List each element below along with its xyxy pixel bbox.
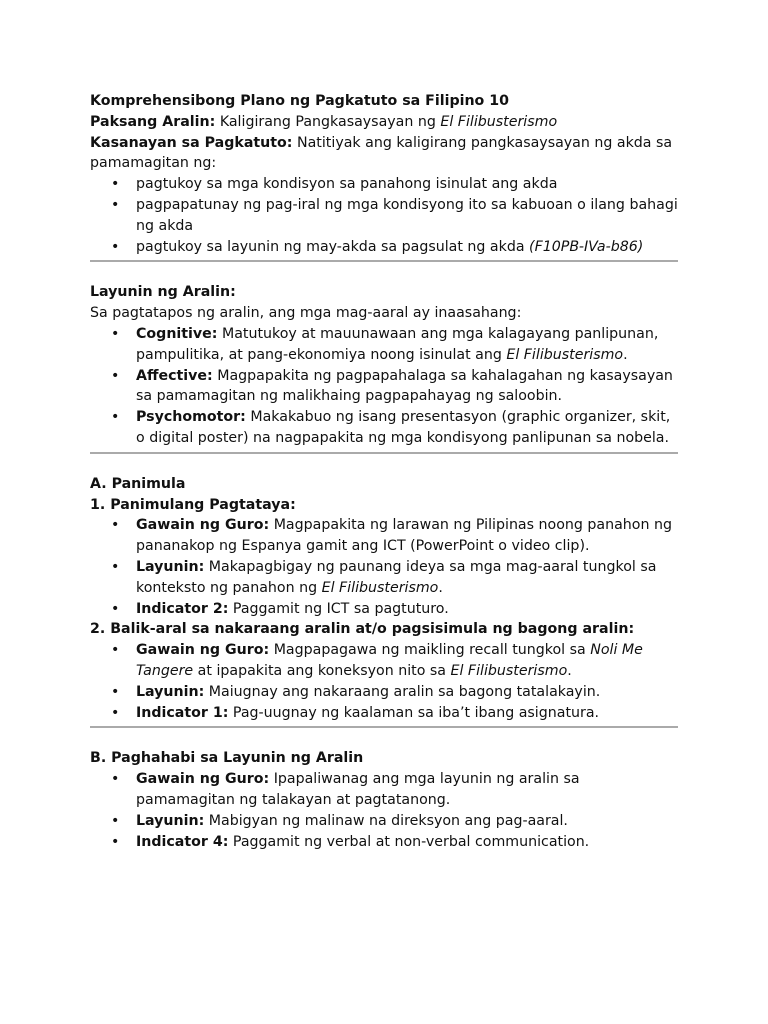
section-divider	[90, 260, 678, 262]
list-item-affective: • Affective: Magpapakita ng pagpapahalaga sa kahalagahan ng kasaysayan sa pamamagitan ng malikhaing pagpapahayag ng saloobin.	[136, 366, 678, 408]
panimula-sub2-list	[90, 640, 678, 723]
list-item: • Indicator 2: Paggamit ng ICT sa pagtuturo.	[136, 599, 678, 620]
list-item: • pagtukoy sa layunin ng may-akda sa pagsulat ng akda (F10PB-IVa-b86)	[136, 237, 678, 258]
layunin-heading: Layunin ng Aralin:	[90, 284, 236, 301]
layunin-intro: Sa pagtatapos ng aralin, ang mga mag-aaral ay inaasahang:	[90, 305, 522, 322]
lesson-plan-document	[90, 91, 678, 852]
list-item: • Layunin: Makapagbigay ng paunang ideya sa mga mag-aaral tungkol sa konteksto ng panahon ng El Filibusterismo.	[136, 557, 678, 599]
list-item: • Indicator 4: Paggamit ng verbal at non-verbal communication.	[136, 832, 678, 853]
list-item: • Gawain ng Guro: Magpapagawa ng maikling recall tungkol sa Noli Me Tangere at ipapakita ang koneksyon nito sa El Filibusterismo.	[136, 640, 678, 682]
kasanayan-line: Kasanayan sa Pagkatuto: Natitiyak ang kaligirang pangkasaysayan ng akda sa pamamagitan ng:	[90, 134, 673, 172]
competency-code: (F10PB-IVa-b86)	[529, 238, 644, 255]
list-item-psychomotor: • Psychomotor: Makakabuo ng isang presentasyon (graphic organizer, skit, o digital poster) na nagpapakita ng mga kondisyong panlipunan sa nobela.	[136, 407, 678, 449]
paksa-line: Paksang Aralin: Kaligirang Pangkasaysayan ng El Filibusterismo	[90, 113, 558, 130]
panimula-heading: A. Panimula	[90, 475, 186, 492]
panimula-sub1-list	[90, 515, 678, 619]
list-item: • pagpapatunay ng pag-iral ng mga kondisyong ito sa kabuoan o ilang bahagi ng akda	[136, 195, 678, 237]
list-item: • Indicator 1: Pag-uugnay ng kaalaman sa iba’t ibang asignatura.	[136, 703, 678, 724]
paghahabi-list	[90, 769, 678, 852]
panimula-sub2: 2. Balik-aral sa nakaraang aralin at/o pagsisimula ng bagong aralin:	[90, 621, 635, 638]
section-divider	[90, 726, 678, 728]
panimula-sub1: 1. Panimulang Pagtataya:	[90, 496, 296, 513]
list-item-cognitive: • Cognitive: Matutukoy at mauunawaan ang mga kalagayang panlipunan, pampulitika, at pang-ekonomiya noong isinulat ang El Filibusterismo.	[136, 324, 678, 366]
section-divider	[90, 452, 678, 454]
kasanayan-list	[90, 174, 678, 257]
document-title: Komprehensibong Plano ng Pagkatuto sa Filipino 10	[90, 93, 509, 109]
list-item: • pagtukoy sa mga kondisyon sa panahong isinulat ang akda	[136, 174, 678, 195]
list-item: • Gawain ng Guro: Magpapakita ng larawan ng Pilipinas noong panahon ng pananakop ng Espanya gamit ang ICT (PowerPoint o video clip).	[136, 515, 678, 557]
list-item: • Layunin: Mabigyan ng malinaw na direksyon ang pag-aaral.	[136, 811, 678, 832]
paghahabi-heading: B. Paghahabi sa Layunin ng Aralin	[90, 750, 364, 767]
layunin-list	[90, 324, 678, 449]
list-item: • Gawain ng Guro: Ipapaliwanag ang mga layunin ng aralin sa pamamagitan ng talakayan at pagtatanong.	[136, 769, 678, 811]
list-item: • Layunin: Maiugnay ang nakaraang aralin sa bagong tatalakayin.	[136, 682, 678, 703]
